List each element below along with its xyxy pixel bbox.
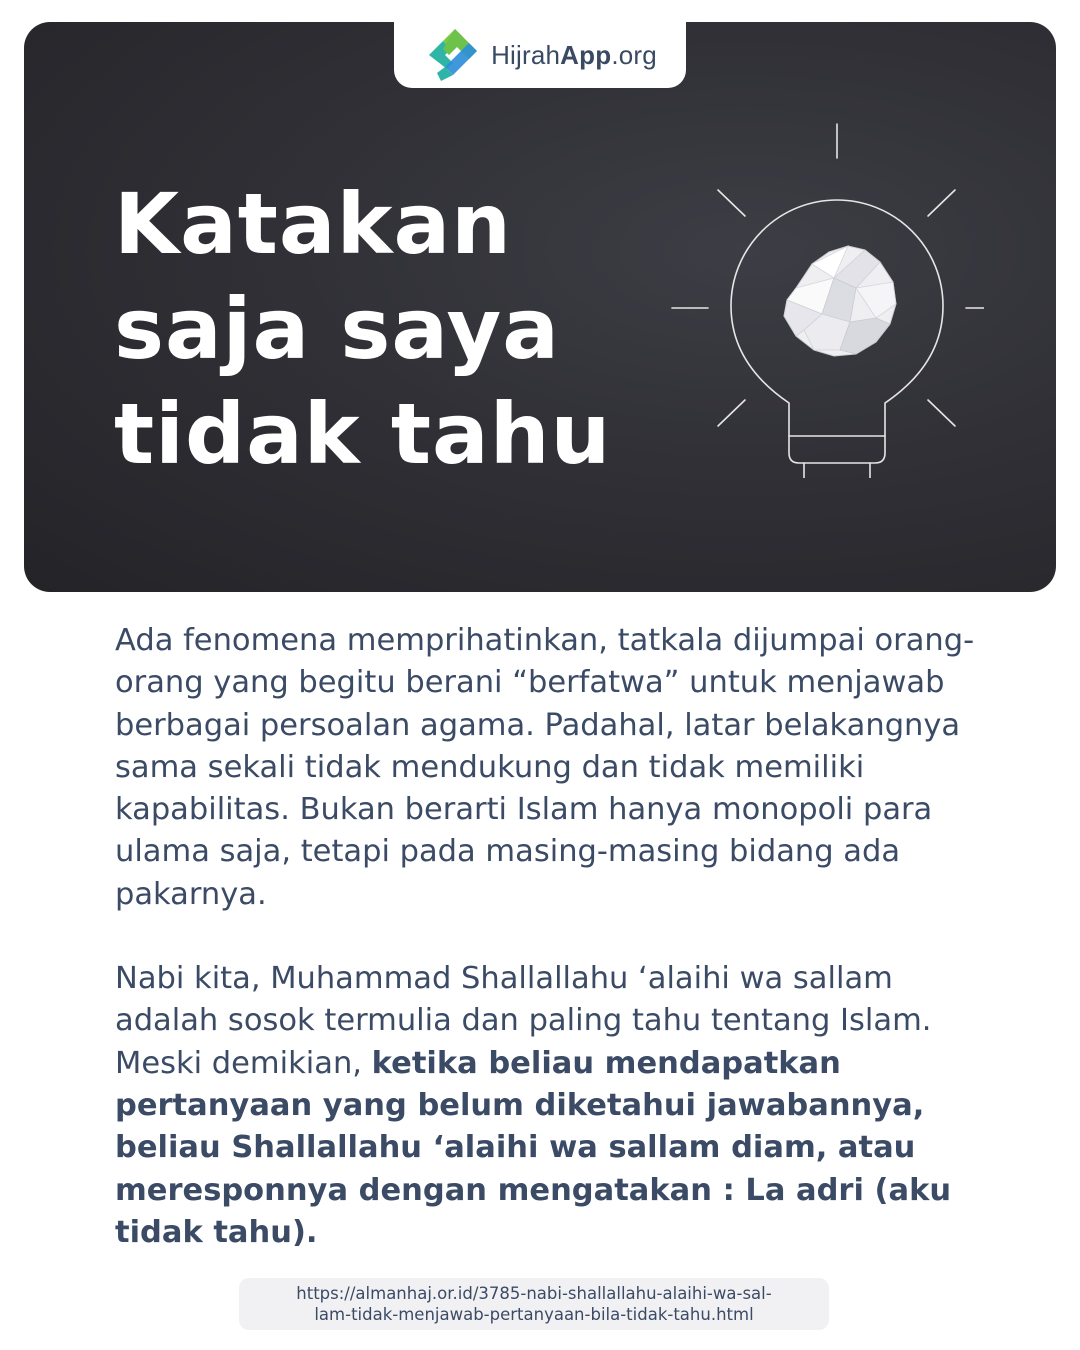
hijrahapp-logo-icon [423, 25, 483, 85]
paragraph-2-regular: Nabi kita, Muhammad Shallallahu ‘alaihi wa sallam adalah sosok termulia dan paling tahu tentang Islam. Meski demikian, [115, 961, 932, 1081]
brand-name [491, 40, 657, 71]
paragraph-1: Ada fenomena memprihatinkan, tatkala dijumpai orang-orang yang begitu berani “berfatwa” untuk menjawab berbagai persoalan agama. Padahal, latar belakangnya sama sekali tidak mendukung dan tidak memiliki kapabilitas. Bukan berarti Islam hanya monopoli para ulama saja, tetapi pada masing-masing bidang ada pakarnya. [115, 623, 975, 912]
ray-top-right [928, 190, 955, 216]
title-line-2: saja saya [114, 280, 560, 378]
paragraph-2-bold: ketika beliau mendapatkan pertanyaan yang belum diketahui jawabannya, beliau Shallallahu ‘alaihi wa sallam diam, atau meresponnya dengan mengatakan : La adri (aku tidak tahu). [115, 1045, 952, 1250]
bulb-cap [804, 463, 870, 478]
source-link[interactable] [239, 1278, 829, 1330]
title-line-3: tidak tahu [114, 385, 612, 483]
brand-name-bold: App [560, 39, 612, 70]
brand-logo[interactable] [394, 22, 686, 88]
ray-bottom-right [928, 400, 955, 426]
paragraph-2 [115, 958, 995, 1254]
ray-bottom-left [718, 400, 745, 426]
source-link-line-2: lam-tidak-menjawab-pertanyaan-bila-tidak-tahu.html [314, 1305, 754, 1324]
hero-banner [24, 22, 1056, 592]
page-title [114, 172, 674, 487]
source-link-line-1: https://almanhaj.or.id/3785-nabi-shallallahu-alaihi-wa-sal- [296, 1284, 772, 1303]
crumpled-paper [784, 246, 896, 356]
article-body [115, 620, 995, 1254]
brand-name-regular: Hijrah [491, 39, 561, 70]
ray-top-left [718, 190, 745, 216]
brand-name-suffix: .org [611, 39, 657, 70]
lightbulb-crumpled-paper-icon [644, 118, 984, 478]
title-line-1: Katakan [114, 175, 512, 273]
